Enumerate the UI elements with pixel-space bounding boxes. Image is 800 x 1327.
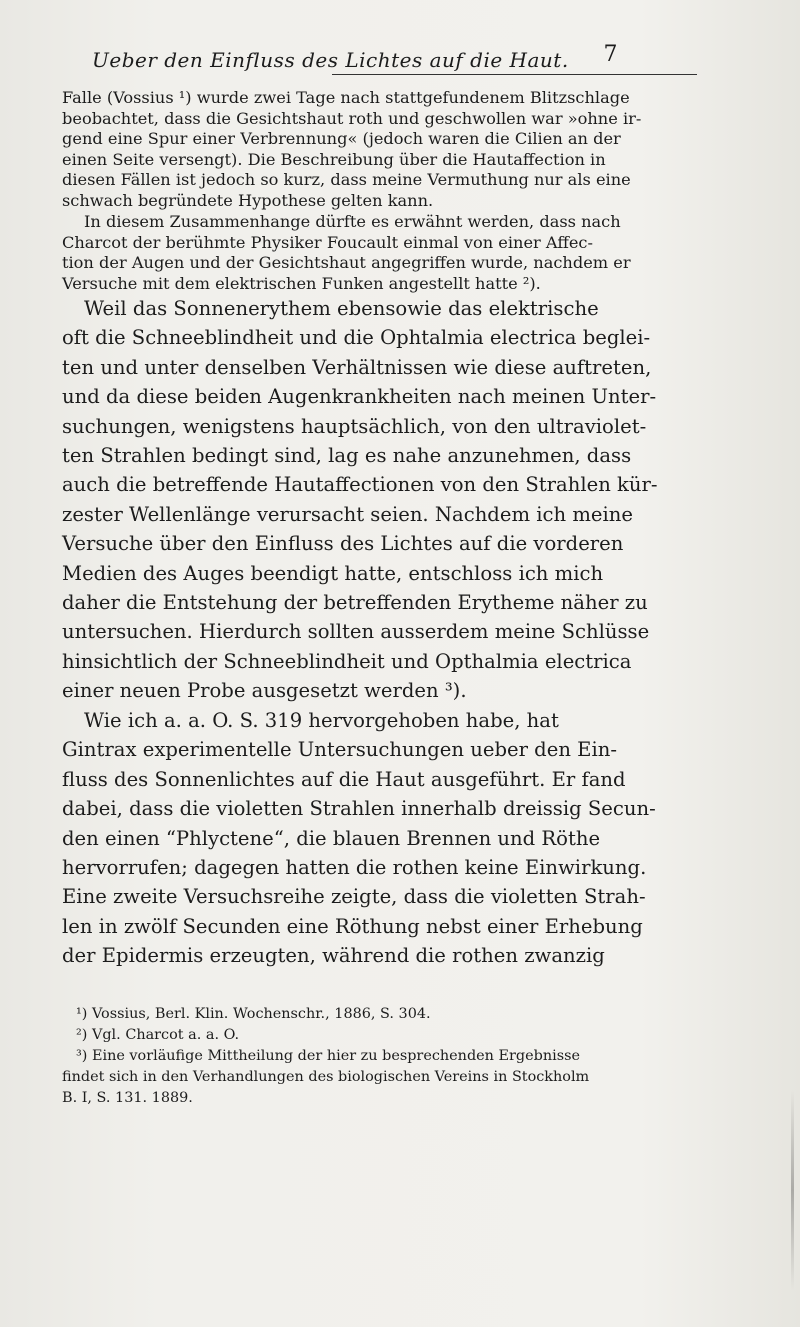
footnote: ¹) Vossius, Berl. Klin. Wochenschr., 1886, S. 304. — [76, 1006, 431, 1022]
running-title: Ueber den Einfluss des Lichtes auf die Haut. — [92, 48, 569, 72]
paragraph-1 — [62, 88, 742, 212]
text-line: der Epidermis erzeugten, während die rothen zwanzig — [62, 944, 605, 968]
text-line: Wie ich a. a. O. S. 319 hervorgehoben habe, hat — [84, 709, 559, 732]
text-line: einer neuen Probe ausgesetzt werden ³). — [62, 679, 467, 703]
text-line: ten Strahlen bedingt sind, lag es nahe anzunehmen, dass — [62, 444, 632, 468]
footnotes — [62, 1004, 762, 1109]
text-line: auch die betreffende Hautaffectionen von den Strahlen kür- — [62, 473, 658, 497]
text-line: oft die Schneeblindheit und die Ophtalmia electrica beglei- — [62, 326, 651, 350]
running-header — [92, 42, 618, 78]
page-edge-shadow — [791, 1090, 794, 1290]
header-rule — [332, 74, 697, 75]
footnote: ²) Vgl. Charcot a. a. O. — [76, 1027, 240, 1043]
text-line: Eine zweite Versuchsreihe zeigte, dass die violetten Strah- — [62, 885, 646, 909]
text-line: dabei, dass die violetten Strahlen innerhalb dreissig Secun- — [62, 797, 656, 821]
text-line: Versuche mit dem elektrischen Funken angestellt hatte ²). — [62, 273, 541, 293]
text-line: und da diese beiden Augenkrankheiten nach meinen Unter- — [62, 385, 657, 409]
footnote-continuation: findet sich in den Verhandlungen des biologischen Vereins in Stockholm — [62, 1069, 590, 1085]
text-line: hervorrufen; dagegen hatten die rothen keine Einwirkung. — [62, 856, 647, 880]
text-line: untersuchen. Hierdurch sollten ausserdem meine Schlüsse — [62, 620, 650, 644]
page-number: 7 — [603, 42, 618, 67]
paragraph-2 — [62, 212, 742, 294]
footnote-continuation: B. I, S. 131. 1889. — [62, 1090, 193, 1106]
text-line: Falle (Vossius ¹) wurde zwei Tage nach stattgefundenem Blitzschlage — [62, 88, 630, 107]
footnote: ³) Eine vorläufige Mittheilung der hier zu besprechenden Ergebnisse — [76, 1048, 580, 1064]
text-line: ten und unter denselben Verhältnissen wie diese auftreten, — [62, 355, 652, 379]
text-line: len in zwölf Secunden eine Röthung nebst einer Erhebung — [62, 914, 643, 938]
text-line: Charcot der berühmte Physiker Foucault einmal von einer Affec- — [62, 232, 593, 252]
text-line: einen Seite versengt). Die Beschreibung über die Hautaffection in — [62, 149, 606, 169]
text-line: daher die Entstehung der betreffenden Erytheme näher zu — [62, 591, 648, 615]
text-line: beobachtet, dass die Gesichtshaut roth und geschwollen war »ohne ir- — [62, 108, 642, 128]
text-line: suchungen, wenigstens hauptsächlich, von den ultraviolet- — [62, 414, 647, 438]
text-line: tion der Augen und der Gesichtshaut angegriffen wurde, nachdem er — [62, 253, 631, 273]
text-line: Gintrax experimentelle Untersuchungen ueber den Ein- — [62, 738, 617, 762]
text-line: diesen Fällen ist jedoch so kurz, dass meine Vermuthung nur als eine — [62, 170, 631, 190]
text-line: hinsichtlich der Schneeblindheit und Opthalmia electrica — [62, 649, 632, 673]
text-line: zester Wellenlänge verursacht seien. Nachdem ich meine — [62, 502, 634, 526]
text-line: gend eine Spur einer Verbrennung« (jedoch waren die Cilien an der — [62, 129, 621, 149]
text-line: Weil das Sonnenerythem ebensowie das elektrische — [84, 297, 599, 320]
text-line: In diesem Zusammenhange dürfte es erwähnt werden, dass nach — [84, 212, 621, 231]
text-line: Medien des Auges beendigt hatte, entschloss ich mich — [62, 561, 604, 585]
text-line: den einen “Phlyctene“, die blauen Brennen und Röthe — [62, 826, 601, 850]
paragraph-3 — [62, 294, 742, 706]
text-line: fluss des Sonnenlichtes auf die Haut ausgeführt. Er fand — [62, 767, 626, 791]
text-line: Versuche über den Einfluss des Lichtes auf die vorderen — [62, 532, 624, 556]
paragraph-4 — [62, 706, 742, 971]
text-line: schwach begründete Hypothese gelten kann. — [62, 190, 434, 210]
